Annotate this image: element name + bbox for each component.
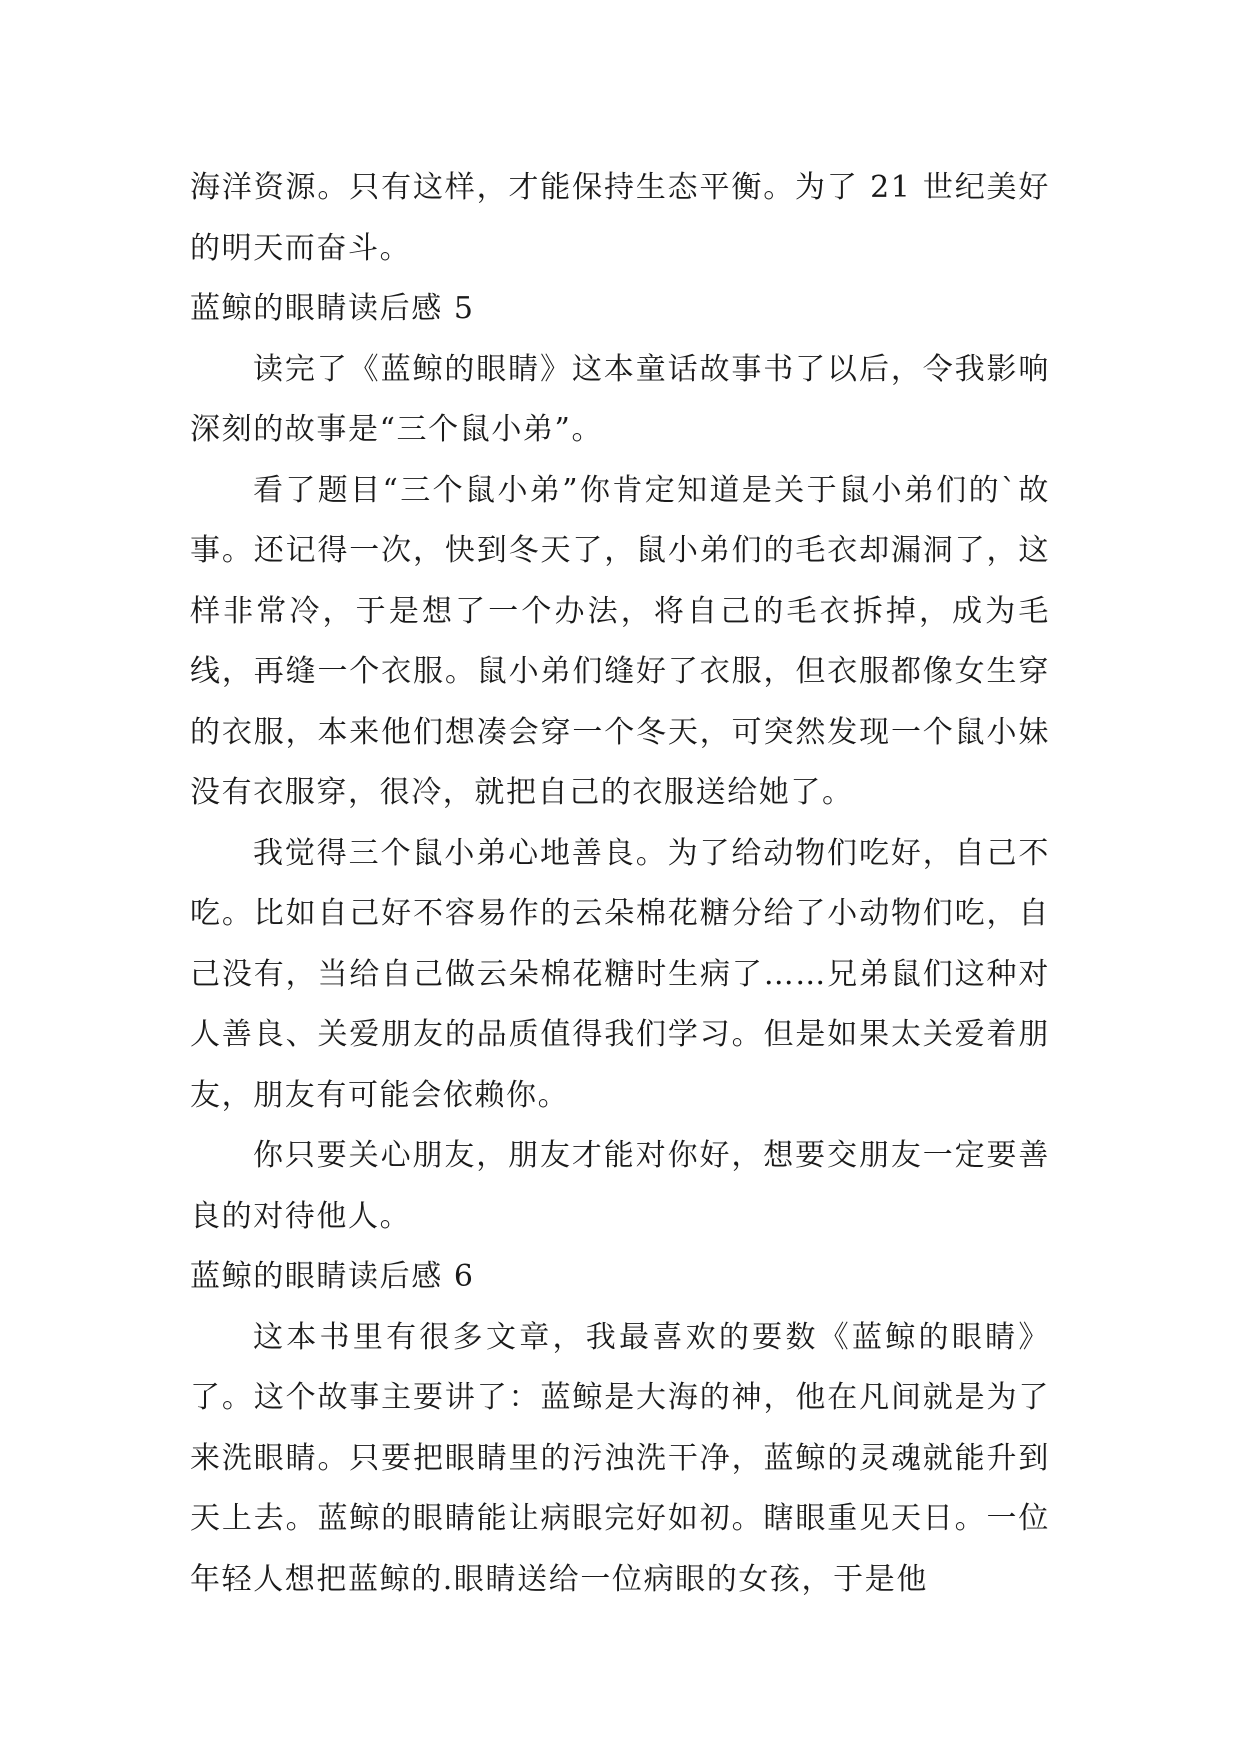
paragraph-friendship: 你只要关心朋友，朋友才能对你好，想要交朋友一定要善良的对待他人。 (190, 1138, 1050, 1234)
paragraph-intro-mouse-brothers: 读完了《蓝鲸的眼睛》这本童话故事书了以后，令我影响深刻的故事是“三个鼠小弟”。 (190, 351, 1050, 447)
section-heading-6: 蓝鲸的眼睛读后感 6 (190, 1259, 475, 1294)
paragraph-kindness: 我觉得三个鼠小弟心地善良。为了给动物们吃好，自己不吃。比如自己好不容易作的云朵棉花糖分给了小动物们吃，自己没有，当给自己做云朵棉花糖时生病了……兄弟鼠们这种对人善良、关爱朋友的品质值得我们学习。但是如果太关爱着朋友，朋友有可能会依赖你。 (190, 835, 1050, 1113)
document-body (190, 158, 1050, 1610)
section-heading-5: 蓝鲸的眼睛读后感 5 (190, 291, 475, 326)
paragraph-mouse-story: 看了题目“三个鼠小弟”你肯定知道是关于鼠小弟们的`故事。还记得一次，快到冬天了，鼠小弟们的毛衣却漏洞了，这样非常冷，于是想了一个办法，将自己的毛衣拆掉，成为毛线，再缝一个衣服。鼠小弟们缝好了衣服，但衣服都像女生穿的衣服，本来他们想凑会穿一个冬天，可突然发现一个鼠小妹没有衣服穿，很冷，就把自己的衣服送给她了。 (190, 472, 1050, 810)
paragraph-blue-whale-story: 这本书里有很多文章，我最喜欢的要数《蓝鲸的眼睛》了。这个故事主要讲了：蓝鲸是大海的神，他在凡间就是为了来洗眼睛。只要把眼睛里的污浊洗干净，蓝鲸的灵魂就能升到天上去。蓝鲸的眼睛能让病眼完好如初。瞎眼重见天日。一位年轻人想把蓝鲸的.眼睛送给一位病眼的女孩，于是他 (190, 1319, 1050, 1597)
paragraph-ocean-resources: 海洋资源。只有这样，才能保持生态平衡。为了 21 世纪美好的明天而奋斗。 (190, 170, 1050, 266)
